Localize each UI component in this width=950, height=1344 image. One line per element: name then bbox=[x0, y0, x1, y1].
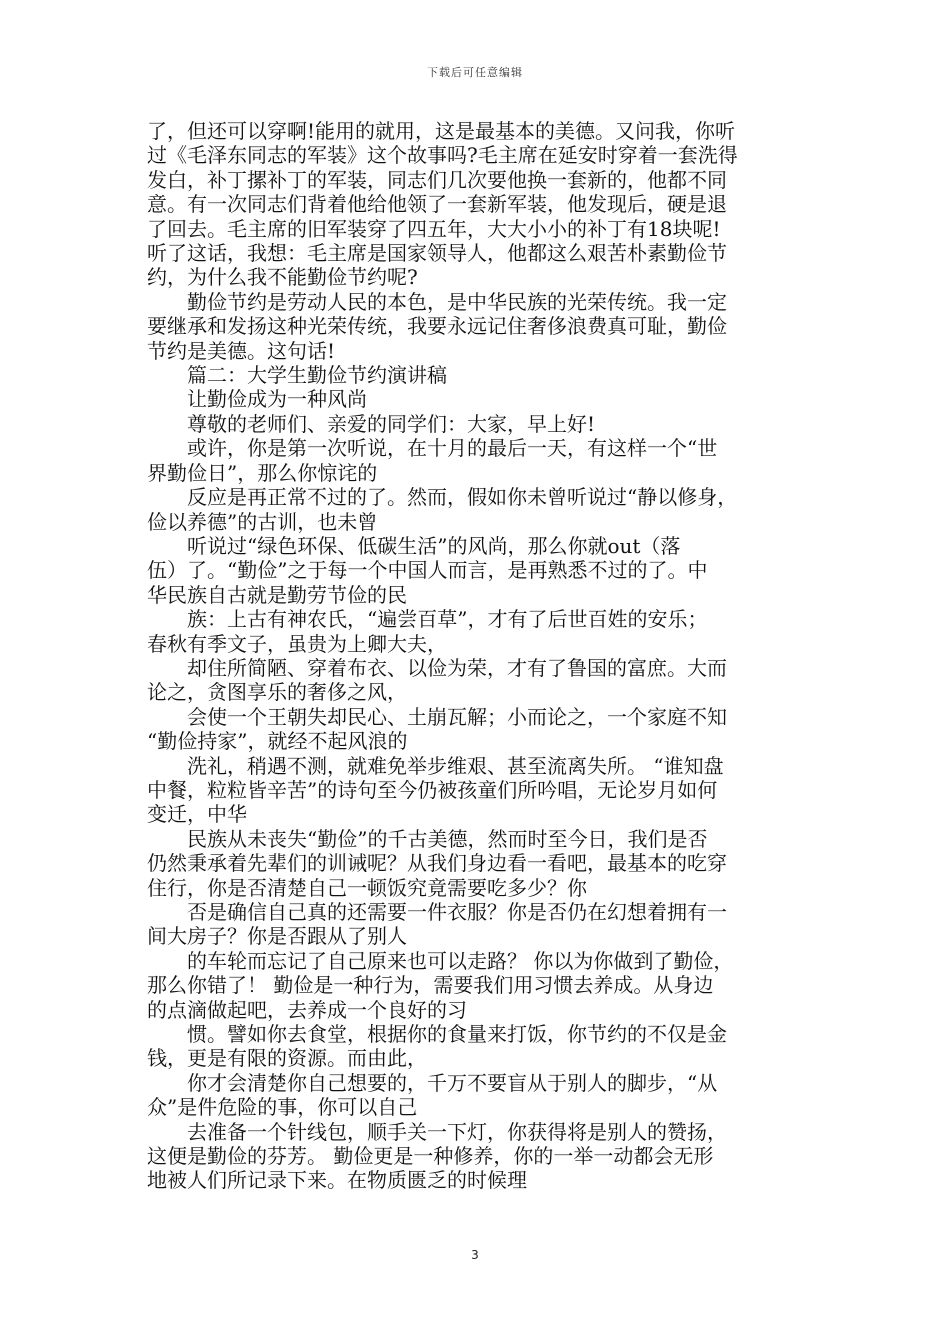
text-line: 界勤俭日”，那么你惊诧的 bbox=[147, 460, 378, 485]
text-line: 发白，补丁摞补丁的军装，同志们几次要他换一套新的，他都不同 bbox=[147, 167, 727, 192]
text-line: 听说过“绿色环保、低碳生活”的风尚，那么你就out（落 bbox=[187, 533, 681, 558]
text-line: 让勤俭成为一种风尚 bbox=[187, 387, 367, 412]
text-line: 钱，更是有限的资源。而由此， bbox=[147, 1046, 427, 1071]
paragraph bbox=[147, 290, 817, 363]
text-line: 洗礼，稍遇不测，就难免举步维艰、甚至流离失所。 “谁知盘 bbox=[187, 753, 724, 778]
text-line: 的车轮而忘记了自己原来也可以走路？ 你以为你做到了勤俭， bbox=[187, 948, 734, 973]
text-line: 春秋有季文子，虽贵为上卿大夫， bbox=[147, 631, 447, 656]
paragraph bbox=[147, 412, 817, 436]
paragraph bbox=[147, 656, 817, 705]
text-line: 会使一个王朝失却民心、土崩瓦解；小而论之，一个家庭不知 bbox=[187, 704, 727, 729]
text-line: 众”是件危险的事，你可以自己 bbox=[147, 1095, 418, 1120]
paragraph bbox=[147, 387, 817, 411]
paragraph bbox=[147, 436, 817, 485]
text-line: 民族从未丧失“勤俭”的千古美德，然而时至今日，我们是否 bbox=[187, 826, 708, 851]
text-line: 伍）了。“勤俭”之于每一个中国人而言，是再熟悉不过的了。中 bbox=[147, 558, 708, 583]
text-line: 反应是再正常不过的了。然而，假如你未曾听说过“静以修身， bbox=[187, 485, 738, 510]
text-line: 否是确信自己真的还需要一件衣服？你是否仍在幻想着拥有一 bbox=[187, 900, 727, 924]
text-line: 俭以养德”的古训，也未曾 bbox=[147, 509, 378, 534]
text-line: 这便是勤俭的芬芳。 勤俭更是一种修养，你的一举一动都会无形 bbox=[147, 1144, 714, 1169]
paragraph bbox=[147, 485, 817, 534]
text-line: 变迁，中华 bbox=[147, 802, 247, 827]
text-line: 勤俭节约是劳动人民的本色，是中华民族的光荣传统。我一定 bbox=[187, 289, 727, 314]
text-line: 的点滴做起吧，去养成一个良好的习 bbox=[147, 997, 467, 1022]
paragraph bbox=[147, 949, 817, 1022]
page-number: 3 bbox=[471, 1248, 479, 1262]
paragraph bbox=[147, 1071, 817, 1120]
text-line: 却住所简陋、穿着布衣、以俭为荣，才有了鲁国的富庶。大而 bbox=[187, 655, 727, 680]
text-line: 你才会清楚你自己想要的，千万不要盲从于别人的脚步，“从 bbox=[187, 1070, 718, 1095]
document-body bbox=[147, 119, 817, 1193]
paragraph bbox=[147, 607, 817, 656]
page-header: 下载后可任意编辑 bbox=[427, 66, 523, 79]
text-line: 惯。譬如你去食堂，根据你的食量来打饭，你节约的不仅是金 bbox=[187, 1022, 727, 1047]
text-line: 要继承和发扬这种光荣传统，我要永远记住奢侈浪费真可耻，勤俭 bbox=[147, 314, 727, 339]
text-line: 那么你错了！ 勤俭是一种行为，需要我们用习惯去养成。从身边 bbox=[147, 973, 714, 998]
text-line: “勤俭持家”，就经不起风浪的 bbox=[147, 729, 408, 754]
text-line: 听了这话，我想：毛主席是国家领导人，他都这么艰苦朴素勤俭节 bbox=[147, 241, 727, 266]
text-line: 仍然秉承着先辈们的训诫呢？从我们身边看一看吧，最基本的吃穿 bbox=[147, 851, 727, 876]
paragraph bbox=[147, 705, 817, 754]
paragraph bbox=[147, 754, 817, 827]
text-line: 约，为什么我不能勤俭节约呢? bbox=[147, 265, 418, 290]
text-line: 中餐，粒粒皆辛苦”的诗句至今仍被孩童们所吟唱，无论岁月如何 bbox=[147, 777, 718, 802]
paragraph bbox=[147, 827, 817, 900]
text-line: 间大房子？你是否跟从了别人 bbox=[147, 924, 407, 949]
text-line: 了回去。毛主席的旧军装穿了四五年，大大小小的补丁有18块呢! bbox=[147, 216, 721, 241]
text-line: 地被人们所记录下来。在物质匮乏的时候理 bbox=[147, 1168, 527, 1193]
text-line: 篇二：大学生勤俭节约演讲稿 bbox=[187, 363, 447, 388]
paragraph bbox=[147, 363, 817, 387]
paragraph bbox=[147, 1022, 817, 1071]
text-line: 华民族自古就是勤劳节俭的民 bbox=[147, 582, 407, 607]
text-line: 论之，贪图享乐的奢侈之风， bbox=[147, 680, 407, 705]
text-line: 族：上古有神农氏，“遍尝百草”，才有了后世百姓的安乐； bbox=[187, 607, 708, 632]
text-line: 住行，你是否清楚自己一顿饭究竟需要吃多少？你 bbox=[147, 875, 587, 900]
text-line: 节约是美德。这句话! bbox=[147, 338, 336, 363]
text-line: 意。有一次同志们背着他给他领了一套新军装，他发现后，硬是退 bbox=[147, 192, 727, 217]
paragraph bbox=[147, 534, 817, 607]
paragraph bbox=[147, 119, 817, 290]
text-line: 去准备一个针线包，顺手关一下灯，你获得将是别人的赞扬， bbox=[187, 1119, 727, 1144]
paragraph bbox=[147, 900, 817, 949]
paragraph bbox=[147, 1120, 817, 1193]
text-line: 或许，你是第一次听说，在十月的最后一天，有这样一个“世 bbox=[187, 436, 718, 461]
text-line: 过《毛泽东同志的军装》这个故事吗?毛主席在延安时穿着一套洗得 bbox=[147, 143, 738, 168]
text-line: 尊敬的老师们、亲爱的同学们：大家，早上好! bbox=[187, 411, 596, 436]
text-line: 了，但还可以穿啊!能用的就用，这是最基本的美德。又问我，你听 bbox=[147, 119, 736, 143]
